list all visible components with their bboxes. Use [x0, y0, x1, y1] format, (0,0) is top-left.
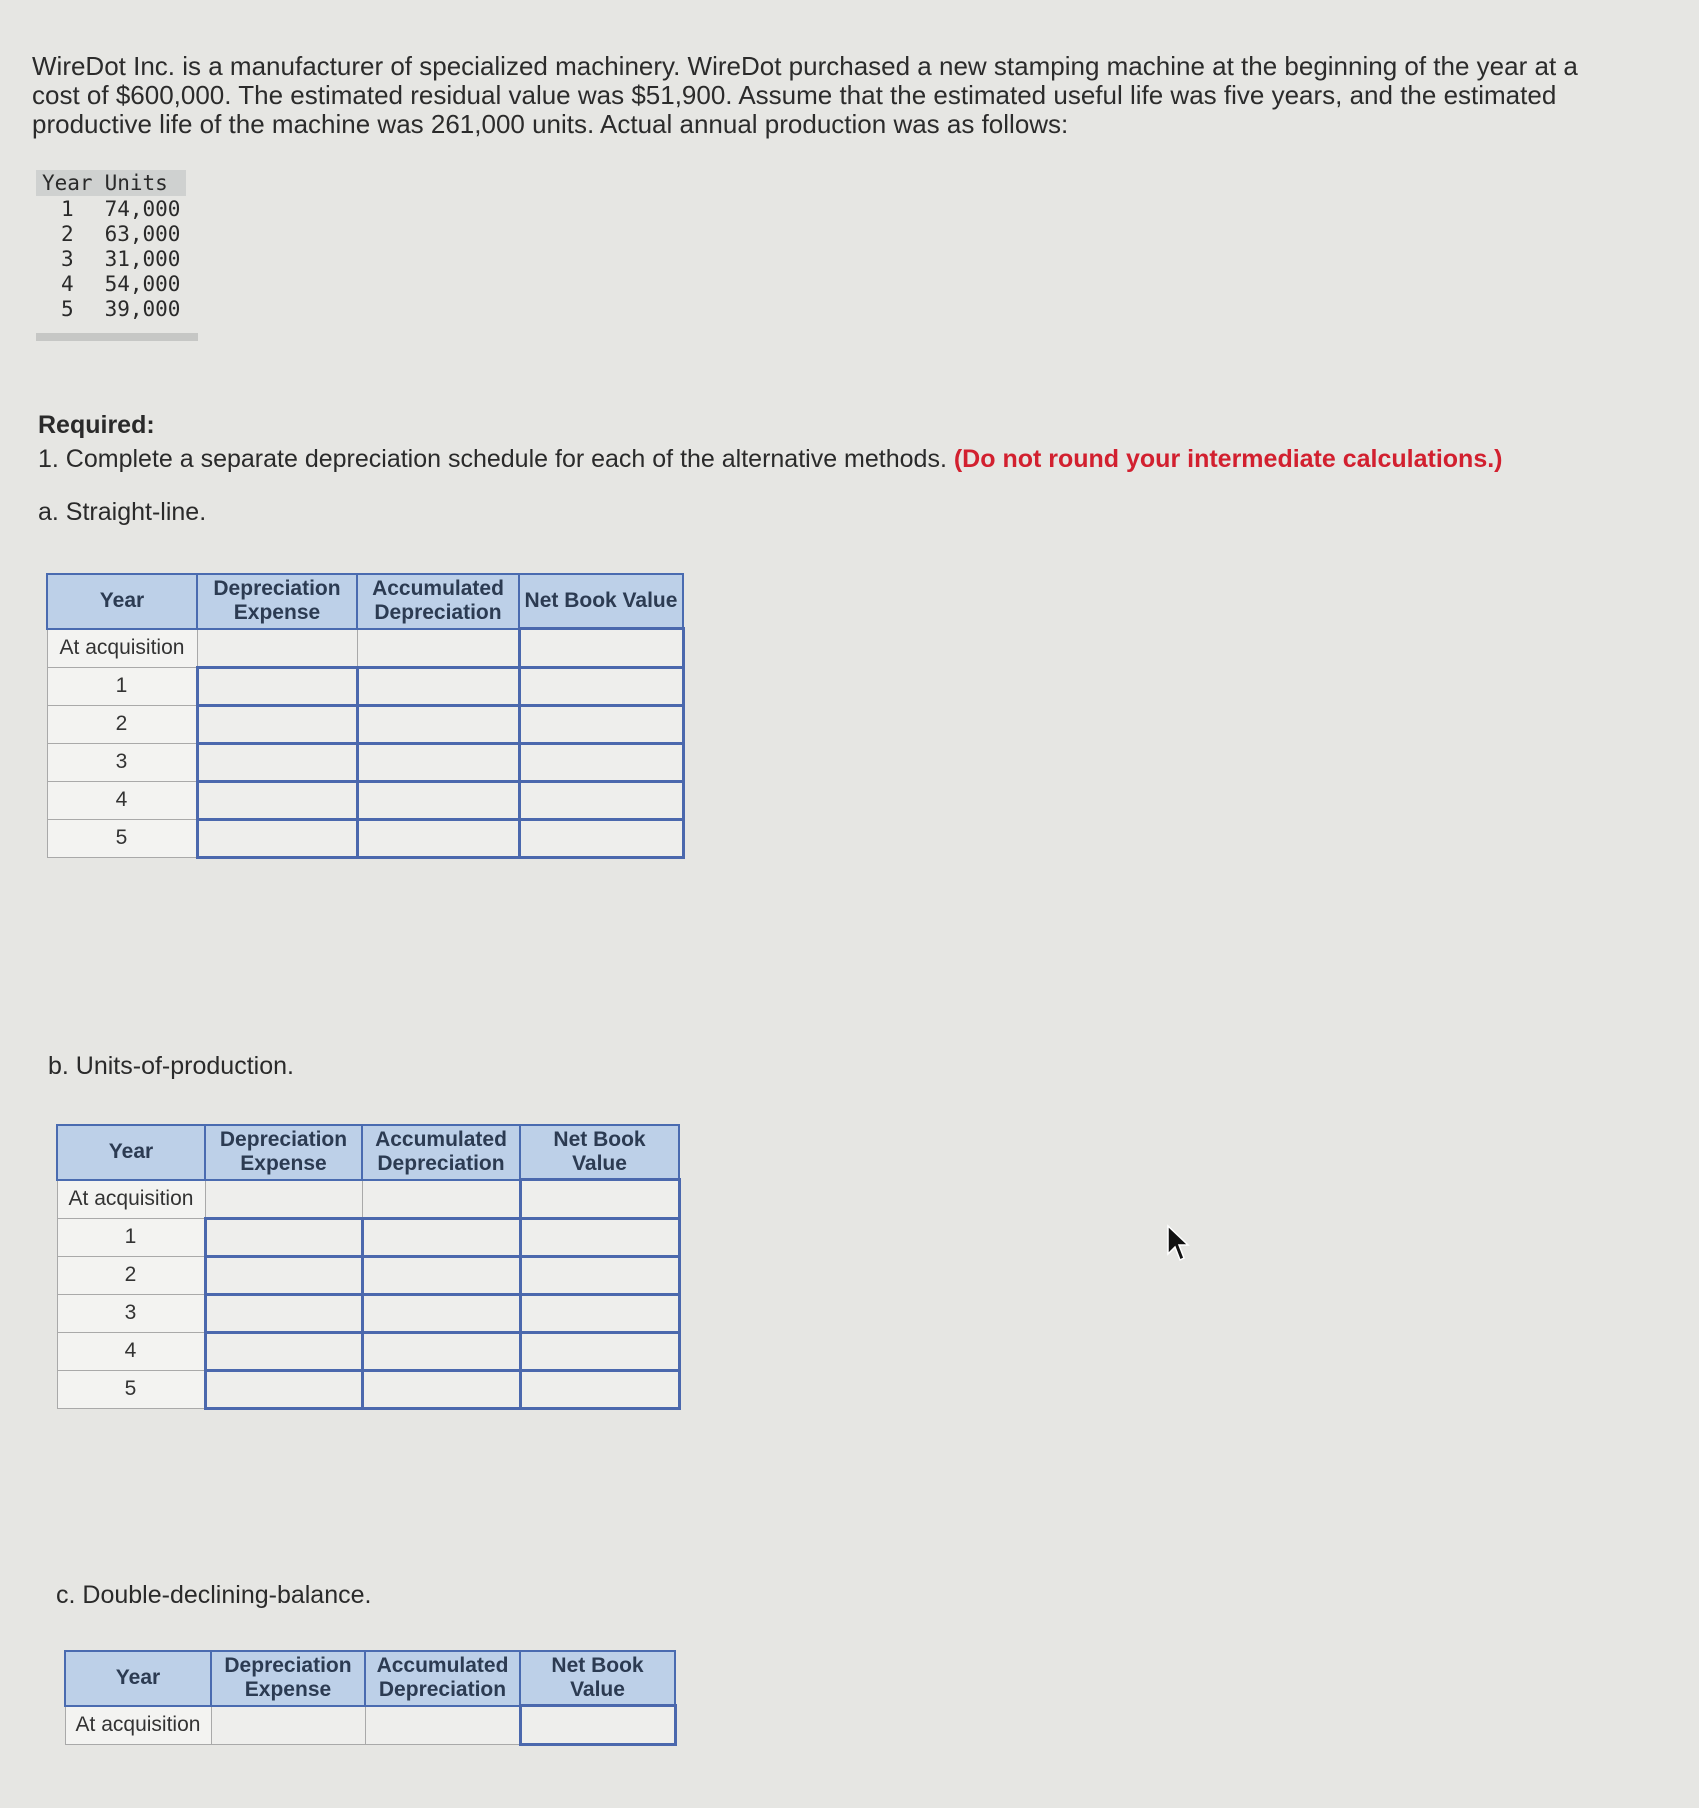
table-row: [47, 629, 683, 668]
depreciation-expense-input[interactable]: [199, 821, 356, 856]
row-label: 4: [47, 781, 197, 819]
units-row: [36, 196, 186, 221]
table-row: [57, 1370, 679, 1408]
depreciation-expense-input[interactable]: [207, 1372, 361, 1407]
table-row: [47, 667, 683, 705]
units-header-year: Year: [36, 170, 99, 196]
depreciation-expense-input-cell[interactable]: [197, 705, 357, 743]
net-book-value-input-cell[interactable]: [519, 781, 683, 819]
table-row: [57, 1218, 679, 1256]
net-book-value-input-cell[interactable]: [519, 819, 683, 857]
schedule-b-table: [56, 1124, 681, 1410]
depreciation-expense-input[interactable]: [199, 669, 356, 704]
depreciation-expense-input-cell[interactable]: [205, 1332, 362, 1370]
depreciation-expense-input-cell[interactable]: [197, 781, 357, 819]
accumulated-depreciation-cell: [362, 1180, 520, 1219]
table-row: [57, 1332, 679, 1370]
units-year: 1: [60, 196, 74, 221]
accumulated-depreciation-input-cell[interactable]: [357, 781, 519, 819]
net-book-value-input[interactable]: [521, 783, 682, 818]
accumulated-depreciation-input-cell[interactable]: [362, 1256, 520, 1294]
accumulated-depreciation-input-cell[interactable]: [362, 1370, 520, 1408]
units-header-units: Units: [99, 170, 187, 196]
schedule-c-table: [64, 1650, 677, 1746]
header-accumulated-depreciation: Accumulated Depreciation: [362, 1125, 520, 1180]
accumulated-depreciation-input-cell[interactable]: [357, 705, 519, 743]
header-year: Year: [65, 1651, 211, 1706]
table-row: [47, 781, 683, 819]
row-label: 3: [57, 1294, 205, 1332]
header-depreciation-expense: Depreciation Expense: [205, 1125, 362, 1180]
net-book-value-input-cell[interactable]: [520, 1332, 679, 1370]
row-label: 1: [47, 667, 197, 705]
depreciation-expense-input-cell[interactable]: [205, 1218, 362, 1256]
accumulated-depreciation-input-cell[interactable]: [357, 743, 519, 781]
accumulated-depreciation-input[interactable]: [364, 1334, 519, 1369]
net-book-value-input-cell[interactable]: [520, 1706, 675, 1745]
units-year: 5: [60, 296, 74, 321]
row-label: 3: [47, 743, 197, 781]
row-label: 4: [57, 1332, 205, 1370]
row-label: 2: [57, 1256, 205, 1294]
units-row: [36, 246, 186, 271]
depreciation-expense-cell: [205, 1180, 362, 1219]
header-net-book-value: Net Book Value: [520, 1651, 675, 1706]
header-net-book-value: Net Book Value: [520, 1125, 679, 1180]
required-section: [38, 408, 1638, 476]
schedule-a-table: [46, 573, 685, 859]
required-item: [38, 442, 1638, 476]
accumulated-depreciation-cell: [357, 629, 519, 668]
table-row: [65, 1706, 675, 1745]
net-book-value-input[interactable]: [522, 1181, 678, 1217]
depreciation-expense-input-cell[interactable]: [197, 819, 357, 857]
net-book-value-input-cell[interactable]: [520, 1256, 679, 1294]
depreciation-expense-input[interactable]: [199, 745, 356, 780]
schedule-a-label: a. Straight-line.: [38, 498, 207, 526]
row-label: 2: [47, 705, 197, 743]
net-book-value-input-cell[interactable]: [520, 1180, 679, 1219]
header-net-book-value: Net Book Value: [519, 574, 683, 629]
row-label: At acquisition: [57, 1180, 205, 1219]
header-year: Year: [47, 574, 197, 629]
units-value: 31,000: [104, 246, 181, 271]
net-book-value-input-cell[interactable]: [520, 1218, 679, 1256]
depreciation-expense-input-cell[interactable]: [205, 1370, 362, 1408]
depreciation-expense-input[interactable]: [199, 783, 356, 818]
accumulated-depreciation-input[interactable]: [364, 1220, 519, 1255]
net-book-value-input[interactable]: [522, 1334, 678, 1369]
accumulated-depreciation-input[interactable]: [364, 1372, 519, 1407]
accumulated-depreciation-input-cell[interactable]: [357, 819, 519, 857]
required-note: (Do not round your intermediate calculations.): [953, 445, 1503, 473]
table-row: [47, 743, 683, 781]
table-row: [57, 1294, 679, 1332]
table-row: [57, 1180, 679, 1219]
net-book-value-input[interactable]: [522, 1707, 674, 1743]
row-label: 5: [47, 819, 197, 857]
net-book-value-input[interactable]: [521, 669, 682, 704]
units-value: 74,000: [104, 196, 181, 221]
accumulated-depreciation-input-cell[interactable]: [362, 1294, 520, 1332]
units-row: [36, 296, 186, 321]
units-table: [36, 170, 186, 321]
net-book-value-input[interactable]: [522, 1372, 678, 1407]
depreciation-expense-cell: [197, 629, 357, 668]
net-book-value-input[interactable]: [522, 1258, 678, 1293]
depreciation-expense-input-cell[interactable]: [205, 1294, 362, 1332]
schedule-c-label: c. Double-declining-balance.: [56, 1581, 372, 1609]
units-value: 54,000: [104, 271, 181, 296]
depreciation-expense-input-cell[interactable]: [197, 743, 357, 781]
table-row: [57, 1256, 679, 1294]
row-label: 1: [57, 1218, 205, 1256]
depreciation-expense-input[interactable]: [207, 1258, 361, 1293]
table-row: [47, 819, 683, 857]
accumulated-depreciation-input[interactable]: [364, 1258, 519, 1293]
accumulated-depreciation-input[interactable]: [359, 821, 518, 856]
accumulated-depreciation-input[interactable]: [359, 669, 518, 704]
depreciation-expense-input-cell[interactable]: [197, 667, 357, 705]
net-book-value-input-cell[interactable]: [519, 743, 683, 781]
schedule-b-label: b. Units-of-production.: [48, 1052, 294, 1080]
net-book-value-input[interactable]: [522, 1220, 678, 1255]
units-row: [36, 271, 186, 296]
depreciation-expense-input[interactable]: [199, 707, 356, 742]
problem-intro: WireDot Inc. is a manufacturer of specialized machinery. WireDot purchased a new stamping machine at the beginning of the year at a cost of $600,000. The estimated residual value was $51,900. Assume that the estimated useful life was five years, and the estimated productive life of the machine was 261,000 units. Actual annual production was as follows:: [32, 51, 1578, 139]
header-accumulated-depreciation: Accumulated Depreciation: [365, 1651, 520, 1706]
row-label: At acquisition: [65, 1706, 211, 1745]
accumulated-depreciation-input-cell[interactable]: [357, 667, 519, 705]
net-book-value-input[interactable]: [522, 1296, 678, 1331]
accumulated-depreciation-input[interactable]: [359, 707, 518, 742]
row-label: 5: [57, 1370, 205, 1408]
depreciation-expense-input[interactable]: [207, 1296, 361, 1331]
accumulated-depreciation-cell: [365, 1706, 520, 1745]
accumulated-depreciation-input-cell[interactable]: [362, 1332, 520, 1370]
mouse-pointer-icon: [1166, 1224, 1190, 1264]
net-book-value-input-cell[interactable]: [519, 667, 683, 705]
units-year: 4: [60, 271, 74, 296]
accumulated-depreciation-input[interactable]: [359, 745, 518, 780]
units-row: [36, 221, 186, 246]
depreciation-expense-input-cell[interactable]: [205, 1256, 362, 1294]
accumulated-depreciation-input-cell[interactable]: [362, 1218, 520, 1256]
units-year: 3: [60, 246, 74, 271]
accumulated-depreciation-input[interactable]: [359, 783, 518, 818]
row-label: At acquisition: [47, 629, 197, 668]
depreciation-expense-input[interactable]: [207, 1220, 361, 1255]
units-value: 39,000: [104, 296, 181, 321]
header-accumulated-depreciation: Accumulated Depreciation: [357, 574, 519, 629]
net-book-value-input[interactable]: [521, 707, 682, 742]
header-year: Year: [57, 1125, 205, 1180]
units-value: 63,000: [104, 221, 181, 246]
header-depreciation-expense: Depreciation Expense: [197, 574, 357, 629]
required-item-text: 1. Complete a separate depreciation schedule for each of the alternative methods.: [38, 445, 947, 473]
net-book-value-input-cell[interactable]: [520, 1370, 679, 1408]
table-row: [47, 705, 683, 743]
net-book-value-input-cell[interactable]: [520, 1294, 679, 1332]
units-table-footer-bar: [36, 333, 198, 341]
depreciation-expense-input[interactable]: [207, 1334, 361, 1369]
units-year: 2: [60, 221, 74, 246]
accumulated-depreciation-input[interactable]: [364, 1296, 519, 1331]
required-label: Required:: [38, 411, 155, 439]
net-book-value-input-cell[interactable]: [519, 629, 683, 668]
net-book-value-input[interactable]: [521, 821, 682, 856]
header-depreciation-expense: Depreciation Expense: [211, 1651, 365, 1706]
depreciation-expense-cell: [211, 1706, 365, 1745]
net-book-value-input-cell[interactable]: [519, 705, 683, 743]
net-book-value-input[interactable]: [521, 745, 682, 780]
net-book-value-input[interactable]: [521, 630, 682, 666]
